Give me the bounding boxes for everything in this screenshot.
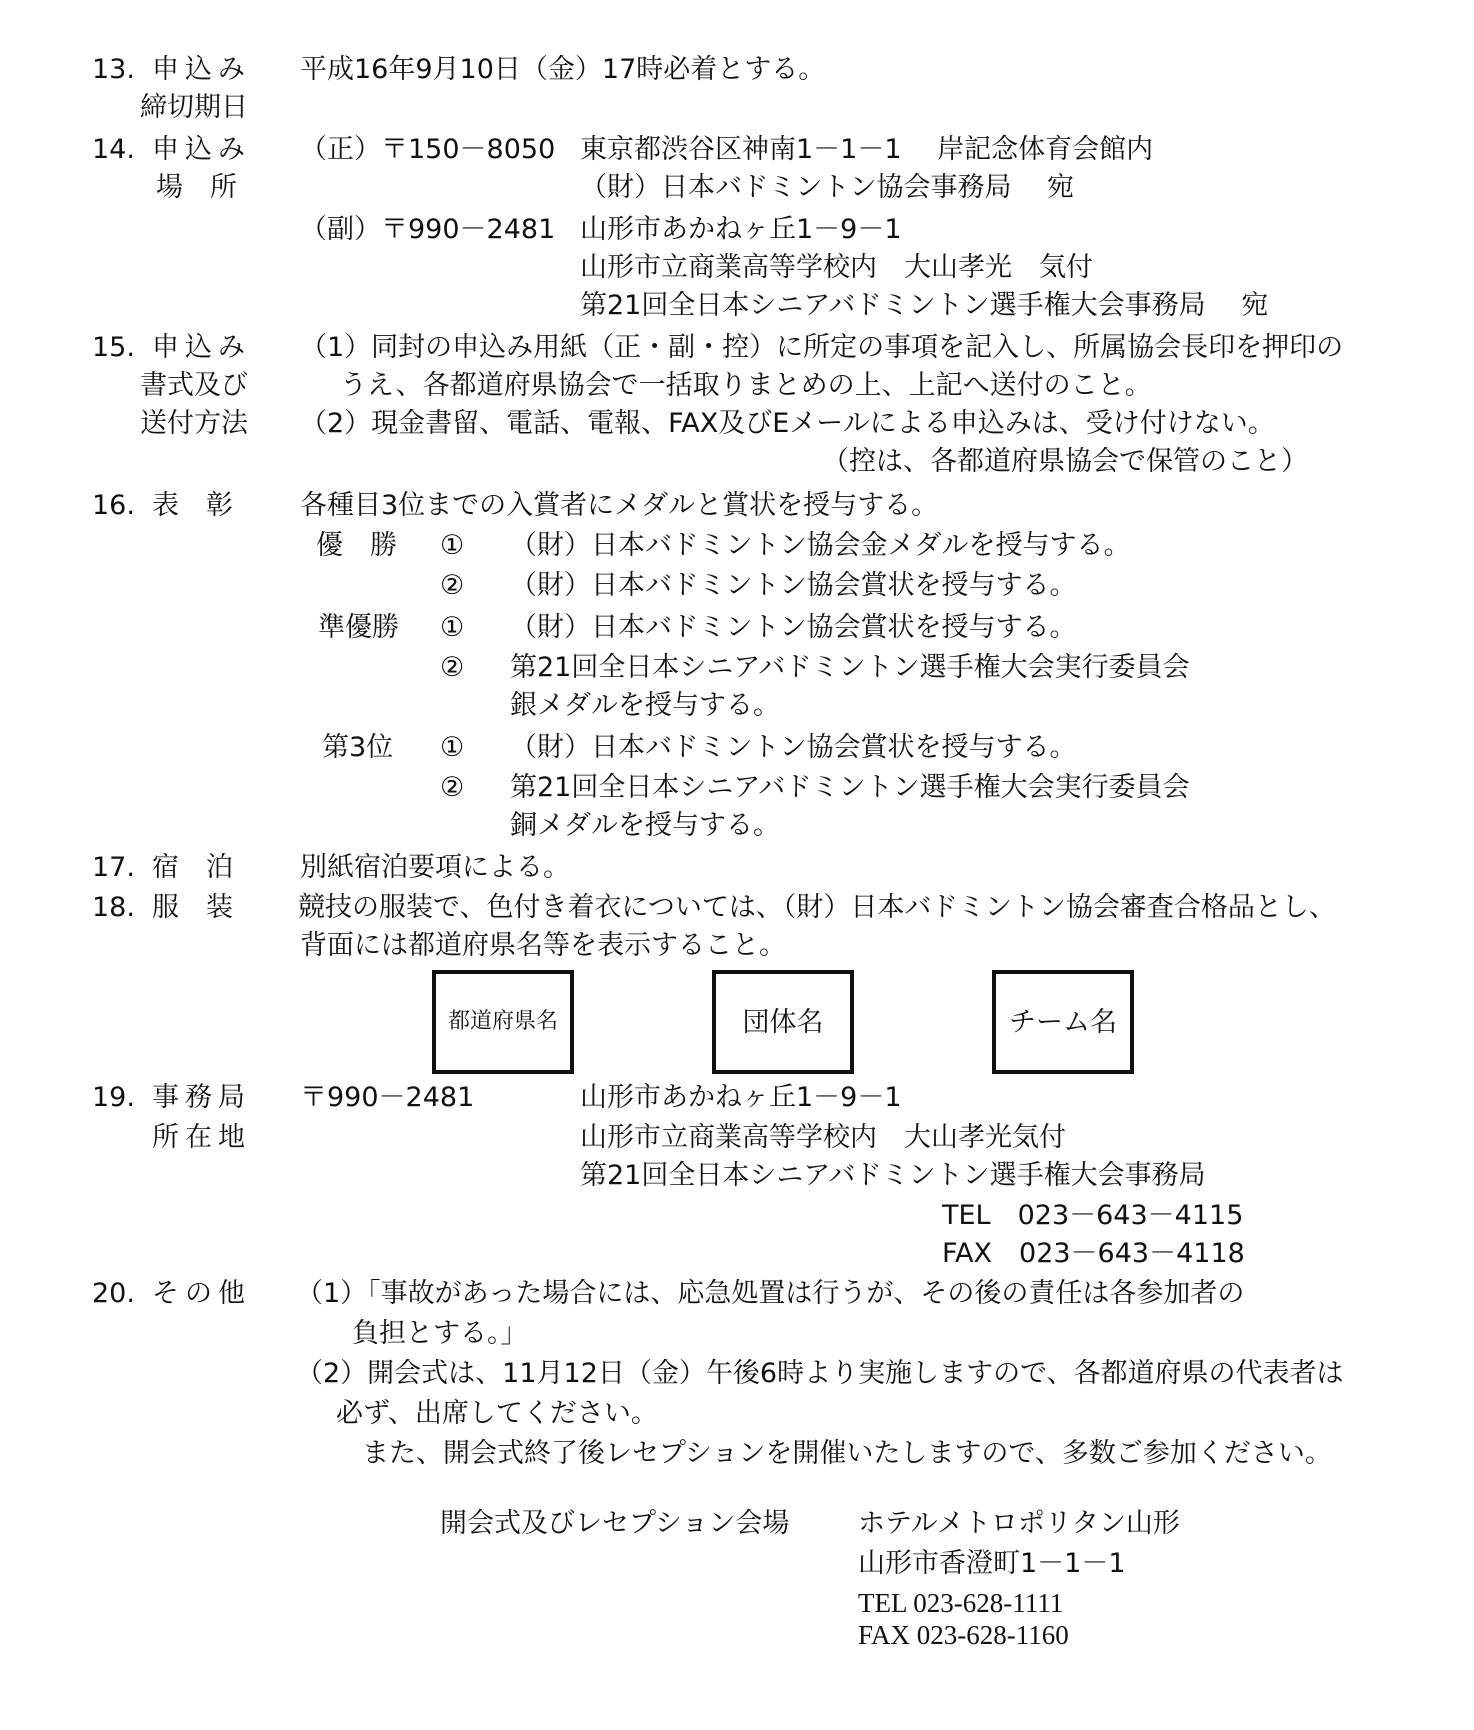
item-15-clause-1: （1）同封の申込み用紙（正・副・控）に所定の事項を記入し、所属協会長印を押印の: [300, 332, 1344, 363]
item-13-text: 平成16年9月10日（金）17時必着とする。: [300, 54, 826, 85]
item-14-sub-address: 山形市あかねヶ丘1－9－1: [580, 214, 902, 245]
item-15-number: 15.: [92, 332, 135, 363]
award-third-item-1: （財）日本バドミントン協会賞状を授与する。: [510, 732, 1077, 763]
item-20-clause-2-cont: 必ず、出席してください。: [336, 1398, 658, 1429]
item-15-clause-2: （2）現金書留、電話、電報、FAX及びEメールによる申込みは、受け付けない。: [300, 408, 1275, 439]
item-15-note: （控は、各都道府県協会で保管のこと）: [822, 446, 1308, 477]
award-third-item-2: 第21回全日本シニアバドミントン選手権大会実行委員会: [510, 772, 1190, 803]
item-13-heading-line2: 締切期日: [140, 92, 248, 123]
venue-fax: FAX 023-628-1160: [858, 1620, 1069, 1650]
item-19-fax: FAX 023－643－4118: [942, 1238, 1245, 1269]
award-runner-up-item-2-cont: 銀メダルを授与する。: [510, 690, 780, 721]
award-winner-item-1: （財）日本バドミントン協会金メダルを授与する。: [510, 530, 1131, 561]
item-19-office: 第21回全日本シニアバドミントン選手権大会事務局: [580, 1160, 1206, 1191]
uniform-label-box-team: [992, 970, 1134, 1074]
item-18-text-line2: 背面には都道府県名等を表示すること。: [300, 930, 786, 961]
venue-tel: TEL 023-628-1111: [858, 1588, 1064, 1618]
item-14-main-address: 東京都渋谷区神南1－1－1 岸記念体育会館内: [580, 134, 1154, 165]
item-19-heading: 事務局: [152, 1082, 251, 1113]
award-runner-up-circle-1: ①: [440, 612, 465, 643]
item-20-clause-1-cont: 負担とする。」: [352, 1318, 528, 1349]
item-20-clause-2-note: また、開会式終了後レセプションを開催いたしますので、多数ご参加ください。: [362, 1438, 1332, 1469]
item-19-heading-line2: 所在地: [152, 1122, 251, 1153]
item-18-number: 18.: [92, 892, 135, 923]
item-20-number: 20.: [92, 1278, 135, 1309]
award-winner-label: 優 勝: [316, 530, 397, 561]
item-19-number: 19.: [92, 1082, 135, 1113]
uniform-label-group: 団体名: [742, 1006, 824, 1038]
item-19-school: 山形市立商業高等学校内 大山孝光気付: [580, 1122, 1066, 1153]
award-third-item-2-cont: 銅メダルを授与する。: [510, 810, 780, 841]
item-14-number: 14.: [92, 134, 135, 165]
venue-address: 山形市香澄町1－1－1: [858, 1548, 1126, 1579]
award-runner-up-item-1: （財）日本バドミントン協会賞状を授与する。: [510, 612, 1077, 643]
uniform-label-box-prefecture: [432, 970, 574, 1074]
uniform-label-box-group: [712, 970, 854, 1074]
item-19-tel: TEL 023－643－4115: [942, 1200, 1244, 1231]
item-18-text-line1: 競技の服装で、色付き着衣については、（財）日本バドミントン協会審査合格品とし、: [298, 892, 1336, 923]
item-19-address: 山形市あかねヶ丘1－9－1: [580, 1082, 902, 1113]
award-runner-up-label: 準優勝: [318, 612, 399, 643]
item-14-sub-recipient: 第21回全日本シニアバドミントン選手権大会事務局 宛: [580, 290, 1269, 321]
item-15-heading-line3: 送付方法: [140, 408, 248, 439]
venue-name: ホテルメトロポリタン山形: [858, 1508, 1180, 1539]
award-winner-circle-1: ①: [440, 530, 465, 561]
item-20-clause-2: （2）開会式は、11月12日（金）午後6時より実施しますので、各都道府県の代表者は: [296, 1358, 1344, 1389]
item-14-sub-school: 山形市立商業高等学校内 大山孝光 気付: [580, 252, 1093, 283]
item-16-intro: 各種目3位までの入賞者にメダルと賞状を授与する。: [300, 490, 939, 521]
award-third-circle-2: ②: [440, 772, 465, 803]
item-17-text: 別紙宿泊要項による。: [300, 852, 570, 883]
item-15-heading: 申込み: [152, 332, 251, 363]
item-13-heading: 申込み: [152, 54, 251, 85]
item-16-heading: 表 彰: [152, 490, 233, 521]
item-18-heading: 服 装: [152, 892, 233, 923]
item-19-postal: 〒990－2481: [300, 1082, 475, 1113]
item-17-number: 17.: [92, 852, 135, 883]
item-13-number: 13.: [92, 54, 135, 85]
item-14-main-recipient: （財）日本バドミントン協会事務局 宛: [580, 172, 1075, 203]
award-third-label: 第3位: [322, 732, 394, 763]
item-14-sub-postal: （副）〒990－2481: [300, 214, 556, 245]
award-runner-up-circle-2: ②: [440, 652, 465, 683]
venue-label: 開会式及びレセプション会場: [440, 1508, 790, 1539]
award-runner-up-item-2: 第21回全日本シニアバドミントン選手権大会実行委員会: [510, 652, 1190, 683]
award-winner-circle-2: ②: [440, 570, 465, 601]
item-14-heading-line2: 場 所: [156, 172, 237, 203]
award-winner-item-2: （財）日本バドミントン協会賞状を授与する。: [510, 570, 1077, 601]
item-15-heading-line2: 書式及び: [140, 370, 248, 401]
item-14-heading: 申込み: [152, 134, 251, 165]
uniform-label-team: チーム名: [1009, 1006, 1117, 1038]
item-17-heading: 宿 泊: [152, 852, 233, 883]
uniform-label-prefecture: 都道府県名: [447, 1009, 558, 1034]
item-16-number: 16.: [92, 490, 135, 521]
item-20-heading: その他: [152, 1278, 251, 1309]
award-third-circle-1: ①: [440, 732, 465, 763]
item-15-clause-1-cont: うえ、各都道府県協会で一括取りまとめの上、上記へ送付のこと。: [340, 370, 1152, 401]
item-14-main-postal: （正）〒150－8050: [300, 134, 556, 165]
item-20-clause-1: （1）「事故があった場合には、応急処置は行うが、その後の責任は各参加者の: [296, 1278, 1245, 1309]
